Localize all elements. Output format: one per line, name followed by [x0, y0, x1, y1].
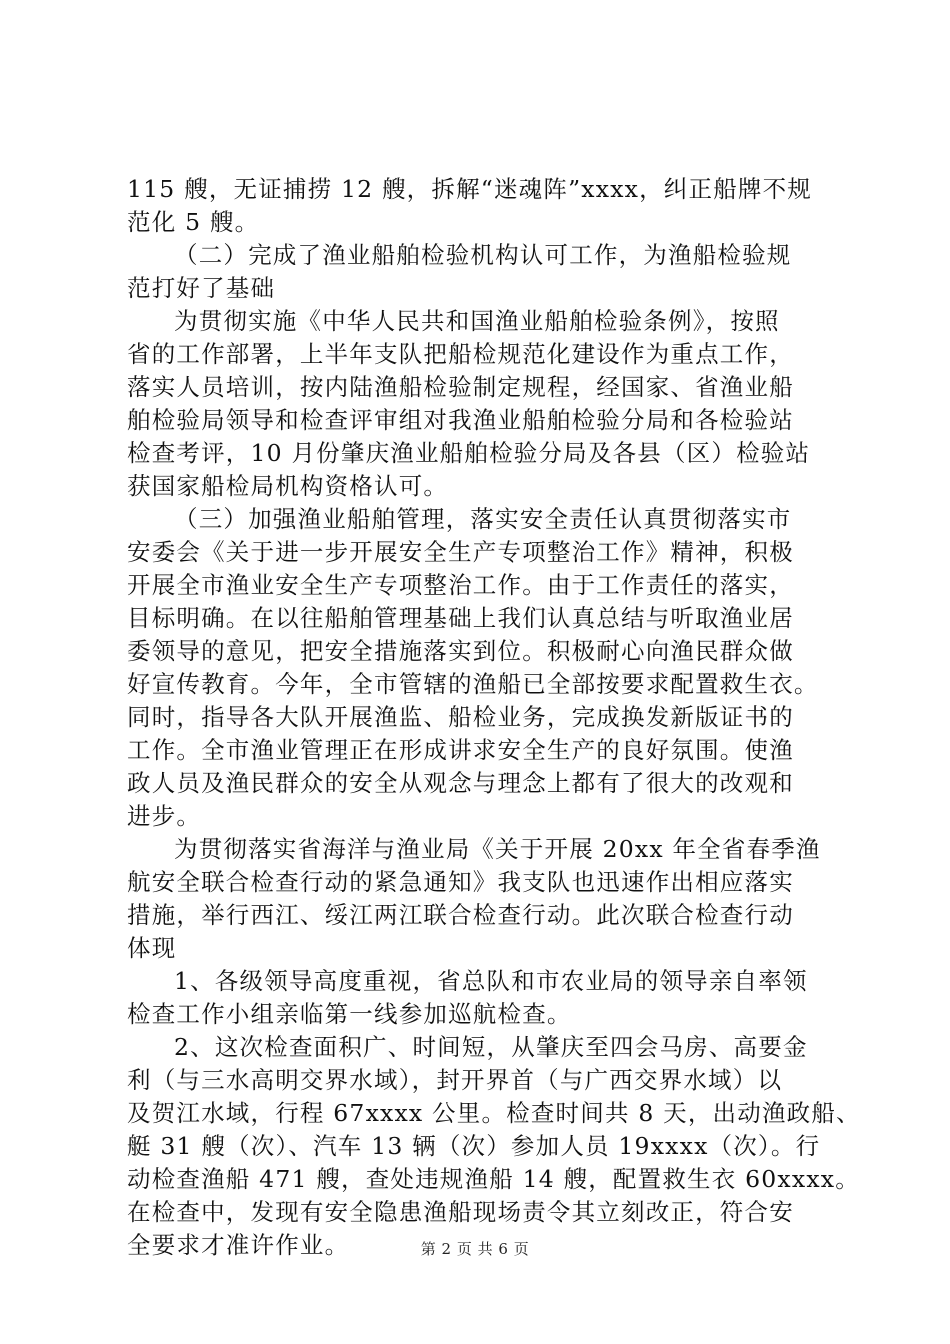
text-line: 检查考评，10 月份肇庆渔业船舶检验分局及各县（区）检验站	[127, 439, 811, 467]
text-line: 措施，举行西江、绥江两江联合检查行动。此次联合检查行动	[127, 901, 794, 929]
text-line: 为贯彻落实省海洋与渔业局《关于开展 20xx 年全省春季渔	[174, 835, 821, 863]
page-footer: 第 2 页 共 6 页	[420, 1240, 530, 1258]
text-line: 动检查渔船 471 艘，查处违规渔船 14 艘，配置救生衣 60xxxx。	[127, 1165, 860, 1193]
text-line: 安委会《关于进一步开展安全生产专项整治工作》精神，积极	[127, 538, 794, 566]
text-line: 同时，指导各大队开展渔监、船检业务，完成换发新版证书的	[127, 703, 794, 731]
text-line: 利（与三水高明交界水域），封开界首（与广西交界水域）以	[127, 1066, 783, 1094]
text-line: 在检查中，发现有安全隐患渔船现场责令其立刻改正，符合安	[127, 1198, 794, 1226]
text-line: 航安全联合检查行动的紧急通知》我支队也迅速作出相应落实	[127, 868, 794, 896]
text-line: 为贯彻实施《中华人民共和国渔业船舶检验条例》，按照	[174, 307, 780, 335]
text-line: 落实人员培训，按内陆渔船检验制定规程，经国家、省渔业船	[127, 373, 794, 401]
text-line: 范化 5 艘。	[127, 208, 260, 236]
text-line: 政人员及渔民群众的安全从观念与理念上都有了很大的改观和	[127, 769, 794, 797]
list-item-2: 2、这次检查面积广、时间短，从肇庆至四会马房、高要金	[174, 1033, 808, 1061]
text-line: 全要求才准许作业。	[127, 1231, 350, 1259]
text-line: 及贺江水域，行程 67xxxx 公里。检查时间共 8 天，出动渔政船、	[127, 1099, 861, 1127]
list-item-1: 1、各级领导高度重视，省总队和市农业局的领导亲自率领	[174, 967, 808, 995]
section-heading-3: （三）加强渔业船舶管理，落实安全责任认真贯彻落实市	[174, 505, 792, 533]
text-line: 获国家船检局机构资格认可。	[127, 472, 449, 500]
text-line: 开展全市渔业安全生产专项整治工作。由于工作责任的落实，	[127, 571, 794, 599]
text-line: 115 艘，无证捕捞 12 艘，拆解“迷魂阵”xxxx，纠正船牌不规	[127, 175, 813, 203]
section-heading-2-cont: 范打好了基础	[127, 274, 276, 302]
text-line: 进步。	[127, 802, 202, 830]
text-line: 委领导的意见，把安全措施落实到位。积极耐心向渔民群众做	[127, 637, 794, 665]
text-line: 体现	[127, 934, 177, 962]
text-line: 舶检验局领导和检查评审组对我渔业船舶检验分局和各检验站	[127, 406, 794, 434]
text-line: 工作。全市渔业管理正在形成讲求安全生产的良好氛围。使渔	[127, 736, 794, 764]
text-line: 好宣传教育。今年，全市管辖的渔船已全部按要求配置救生衣。	[127, 670, 819, 698]
text-line: 目标明确。在以往船舶管理基础上我们认真总结与听取渔业居	[127, 604, 794, 632]
text-line: 省的工作部署，上半年支队把船检规范化建设作为重点工作，	[127, 340, 794, 368]
text-line: 艇 31 艘（次）、汽车 13 辆（次）参加人员 19xxxx（次）。行	[127, 1132, 821, 1160]
list-item-1-cont: 检查工作小组亲临第一线参加巡航检查。	[127, 1000, 572, 1028]
section-heading-2: （二）完成了渔业船舶检验机构认可工作，为渔船检验规	[174, 241, 792, 269]
